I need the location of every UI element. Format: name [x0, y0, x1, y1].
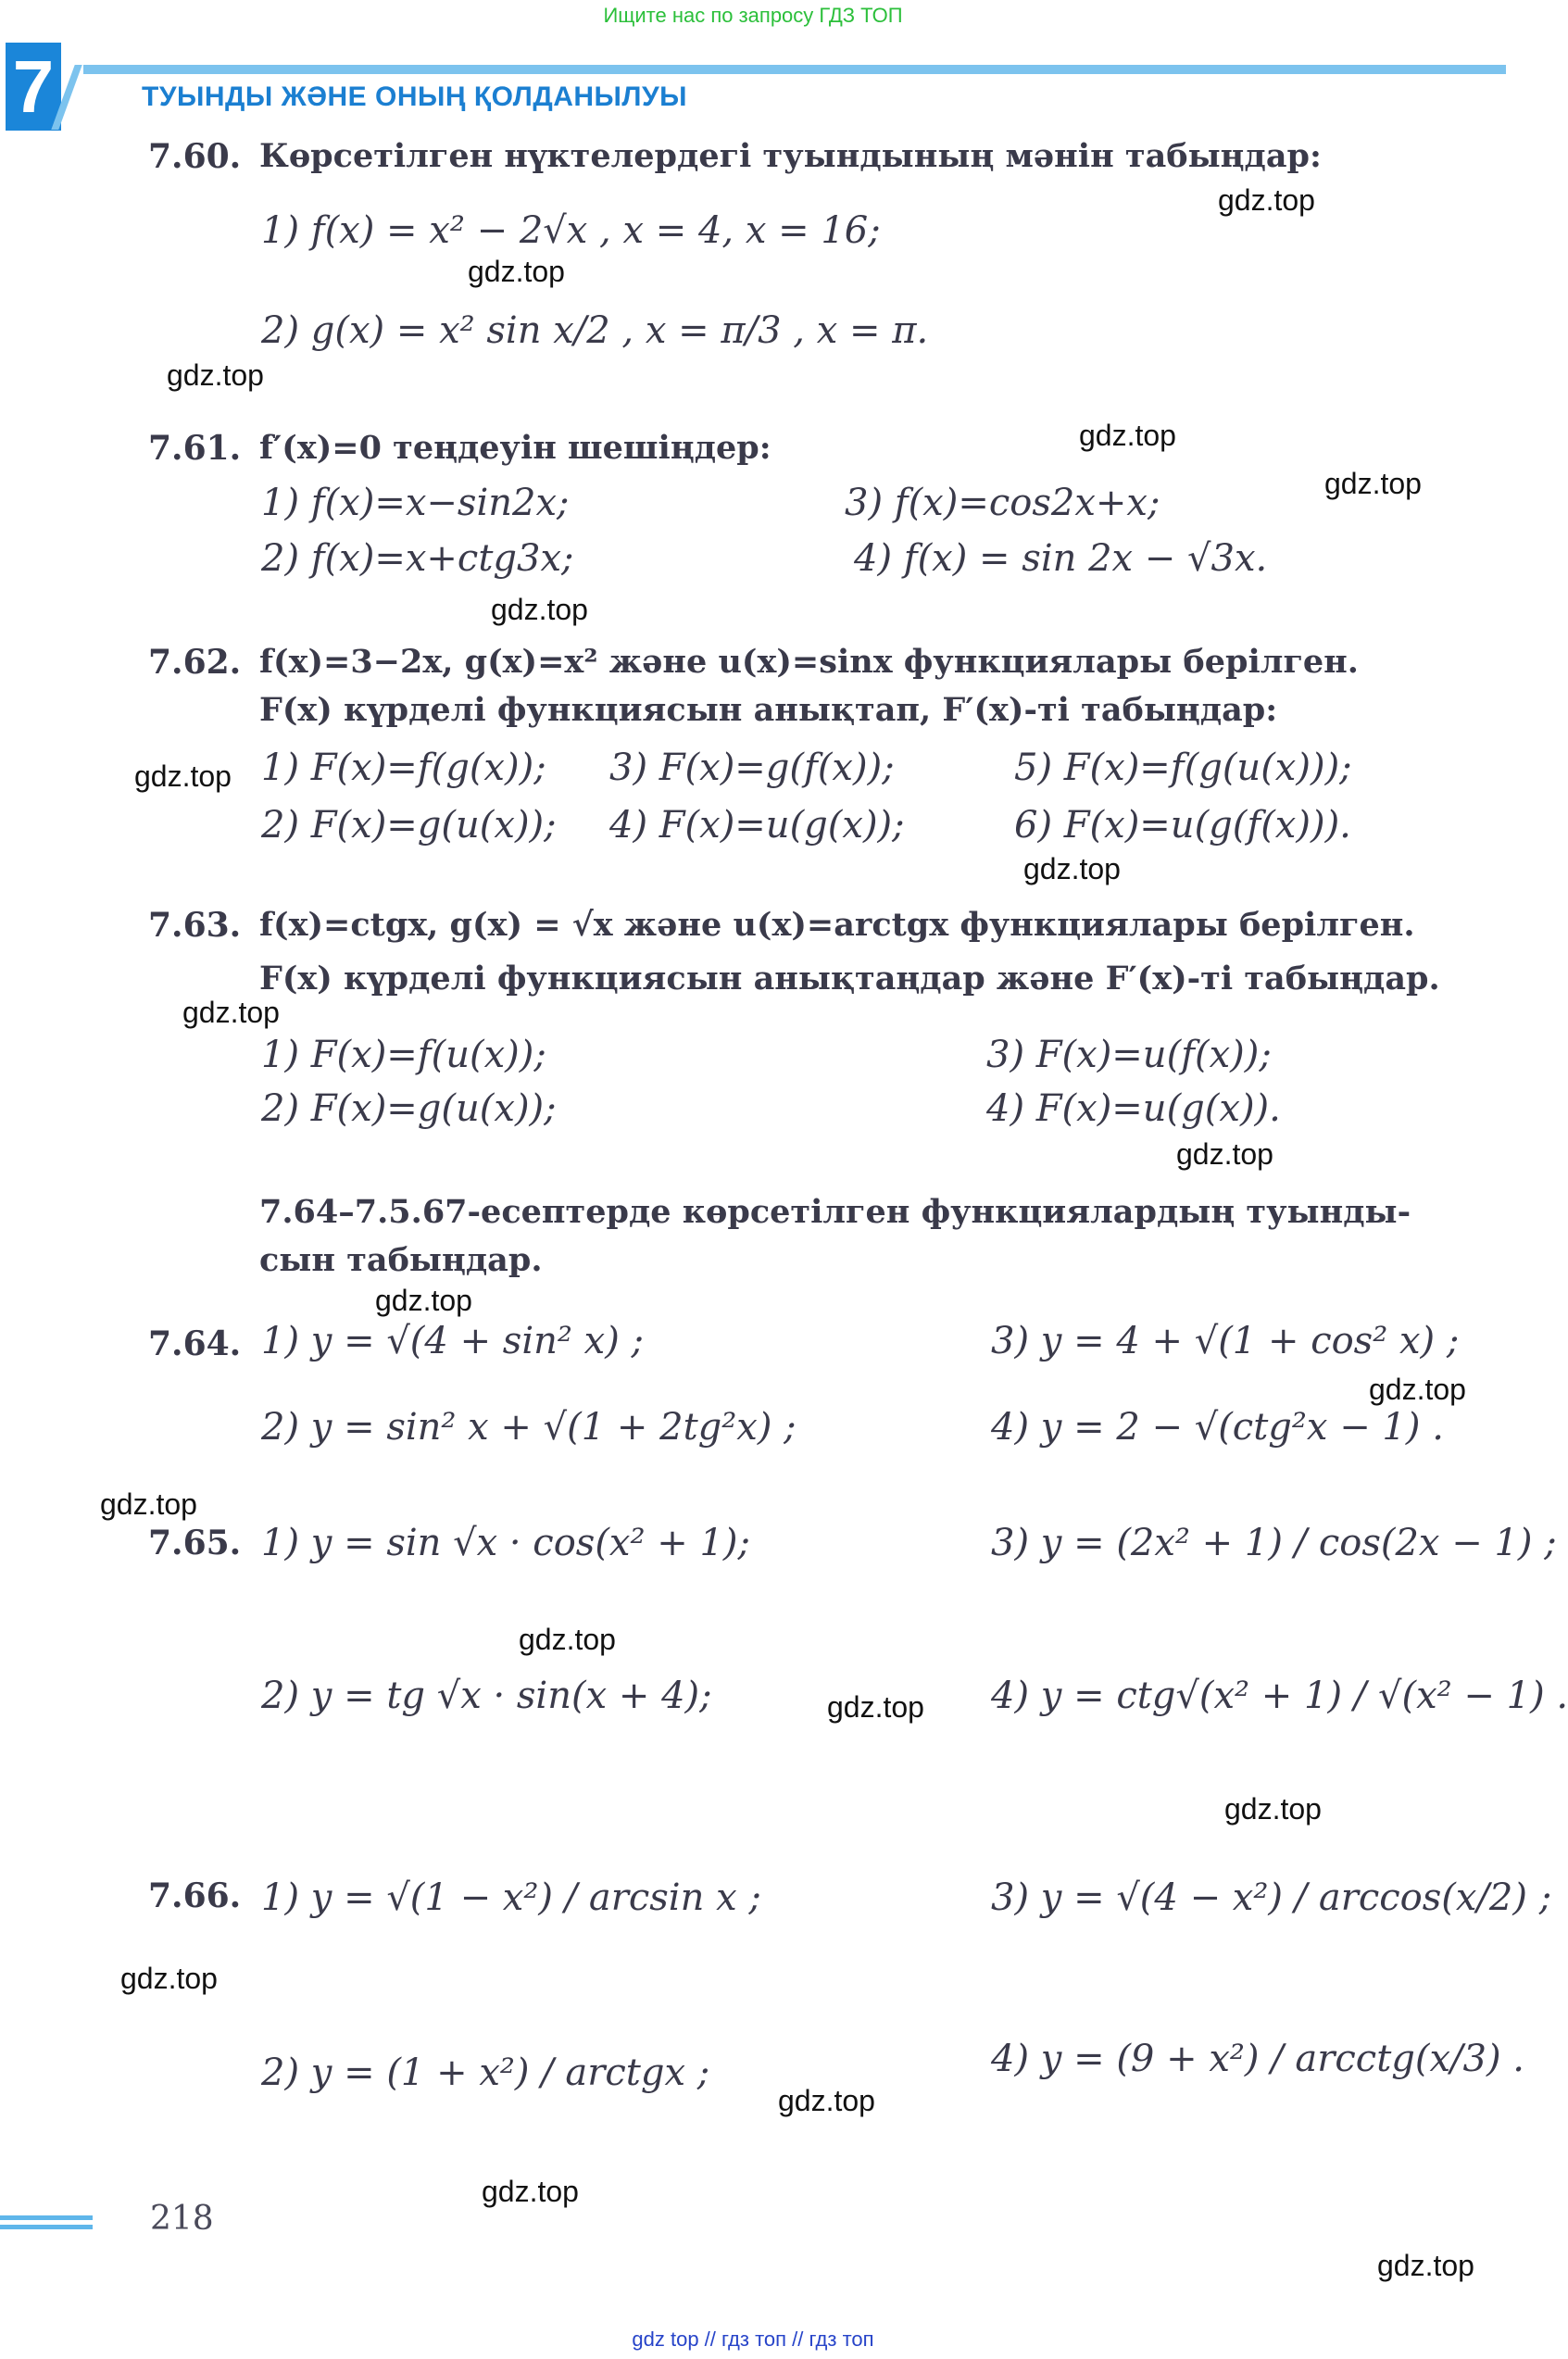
problem-number: 7.65. — [148, 1524, 242, 1562]
problem-item: 1) f(x) = x² − 2√x , x = 4, x = 16; — [261, 209, 881, 252]
watermark: gdz.top — [134, 759, 232, 793]
problem-title-line2: F(x) күрделі функциясын анықтап, F′(x)-ті табыңдар: — [259, 691, 1278, 729]
problem-number: 7.62. — [148, 643, 242, 682]
watermark: gdz.top — [778, 2084, 875, 2117]
problem-item: 4) y = (9 + x²) / arcctg(x/3) . — [991, 2038, 1524, 2080]
watermark: gdz.top — [120, 1962, 218, 1995]
problem-title: Көрсетілген нүктелердегі туындының мәнін табыңдар: — [259, 137, 1322, 175]
problem-item: 2) y = sin² x + √(1 + 2tg²x) ; — [261, 1406, 797, 1449]
watermark: gdz.top — [482, 2175, 579, 2208]
problem-item: 2) F(x)=g(u(x)); — [261, 804, 557, 847]
problem-item: 2) f(x)=x+ctg3x; — [261, 537, 574, 580]
intro-line: 7.64–7.5.67-есептерде көрсетілген функциялардың туынды- — [259, 1193, 1411, 1231]
problem-item: 6) F(x)=u(g(f(x))). — [1014, 804, 1351, 847]
watermark: gdz.top — [1079, 419, 1176, 452]
problem-item: 4) y = 2 − √(ctg²x − 1) . — [991, 1406, 1444, 1449]
problem-number: 7.64. — [148, 1324, 242, 1363]
problem-item: 2) y = tg √x · sin(x + 4); — [261, 1675, 712, 1717]
watermark: gdz.top — [468, 255, 565, 288]
problem-item: 4) F(x)=u(g(x)); — [609, 804, 905, 847]
problem-item: 3) y = (2x² + 1) / cos(2x − 1) ; — [991, 1522, 1557, 1564]
problem-item: 4) f(x) = sin 2x − √3x. — [854, 537, 1268, 580]
problem-item: 3) y = 4 + √(1 + cos² x) ; — [991, 1320, 1460, 1362]
chapter-title: ТУЫНДЫ ЖӘНЕ ОНЫҢ ҚОЛДАНЫЛУЫ — [142, 82, 687, 112]
watermark: gdz.top — [1176, 1137, 1273, 1171]
problem-item: 4) F(x)=u(g(x)). — [986, 1087, 1281, 1130]
problem-item: 3) f(x)=cos2x+x; — [845, 482, 1160, 524]
problem-title: f(x)=ctgx, g(x) = √x және u(x)=arctgx функциялары берілген. — [259, 906, 1415, 944]
problem-number: 7.66. — [148, 1876, 242, 1915]
watermark: gdz.top — [1023, 852, 1121, 885]
watermark: gdz.top — [1324, 467, 1422, 500]
problem-item: 5) F(x)=f(g(u(x))); — [1014, 747, 1352, 789]
problem-title-line2: F(x) күрделі функциясын анықтаңдар және F′(x)-ті табыңдар. — [259, 960, 1440, 998]
footer-rule — [0, 2215, 93, 2220]
intro-line: сын табыңдар. — [259, 1241, 543, 1279]
chapter-number-badge: 7 — [6, 43, 61, 131]
watermark: gdz.top — [1369, 1373, 1466, 1406]
watermark: gdz.top — [491, 593, 588, 626]
problem-item: 3) F(x)=g(f(x)); — [609, 747, 895, 789]
problem-item: 2) y = (1 + x²) / arctgx ; — [261, 2052, 710, 2094]
problem-item: 1) f(x)=x−sin2x; — [261, 482, 570, 524]
problem-number: 7.61. — [148, 429, 242, 468]
problem-item: 4) y = ctg√(x² + 1) / √(x² − 1) . — [991, 1675, 1568, 1717]
problem-title: f′(x)=0 теңдеуін шешіңдер: — [259, 429, 771, 467]
footer-rule — [0, 2225, 93, 2229]
watermark: gdz.top — [519, 1623, 616, 1656]
problem-title: f(x)=3−2x, g(x)=x² және u(x)=sinx функциялары берілген. — [259, 643, 1359, 681]
watermark: gdz.top — [182, 996, 280, 1029]
watermark: gdz.top — [1224, 1792, 1322, 1826]
problem-item: 3) F(x)=u(f(x)); — [986, 1034, 1272, 1076]
top-banner[interactable]: Ищите нас по запросу ГДЗ ТОП — [603, 4, 903, 27]
problem-item: 2) g(x) = x² sin x/2 , x = π/3 , x = π. — [261, 309, 929, 352]
watermark: gdz.top — [100, 1487, 197, 1521]
problem-item: 3) y = √(4 − x²) / arccos(x/2) ; — [991, 1876, 1552, 1919]
problem-item: 1) y = √(1 − x²) / arcsin x ; — [261, 1876, 761, 1919]
watermark: gdz.top — [1218, 183, 1315, 217]
chapter-header-line — [83, 65, 1506, 74]
problem-item: 1) F(x)=f(g(x)); — [261, 747, 546, 789]
watermark: gdz.top — [167, 358, 264, 392]
problem-number: 7.63. — [148, 906, 242, 945]
problem-item: 2) F(x)=g(u(x)); — [261, 1087, 557, 1130]
page-number: 218 — [150, 2200, 214, 2238]
watermark: gdz.top — [827, 1690, 924, 1724]
problem-item: 1) y = √(4 + sin² x) ; — [261, 1320, 644, 1362]
problem-item: 1) y = sin √x · cos(x² + 1); — [261, 1522, 750, 1564]
problem-number: 7.60. — [148, 137, 242, 176]
watermark: gdz.top — [1377, 2249, 1474, 2282]
footer-banner[interactable]: gdz top // гдз топ // гдз топ — [632, 2328, 874, 2351]
problem-item: 1) F(x)=f(u(x)); — [261, 1034, 546, 1076]
watermark: gdz.top — [375, 1284, 472, 1317]
